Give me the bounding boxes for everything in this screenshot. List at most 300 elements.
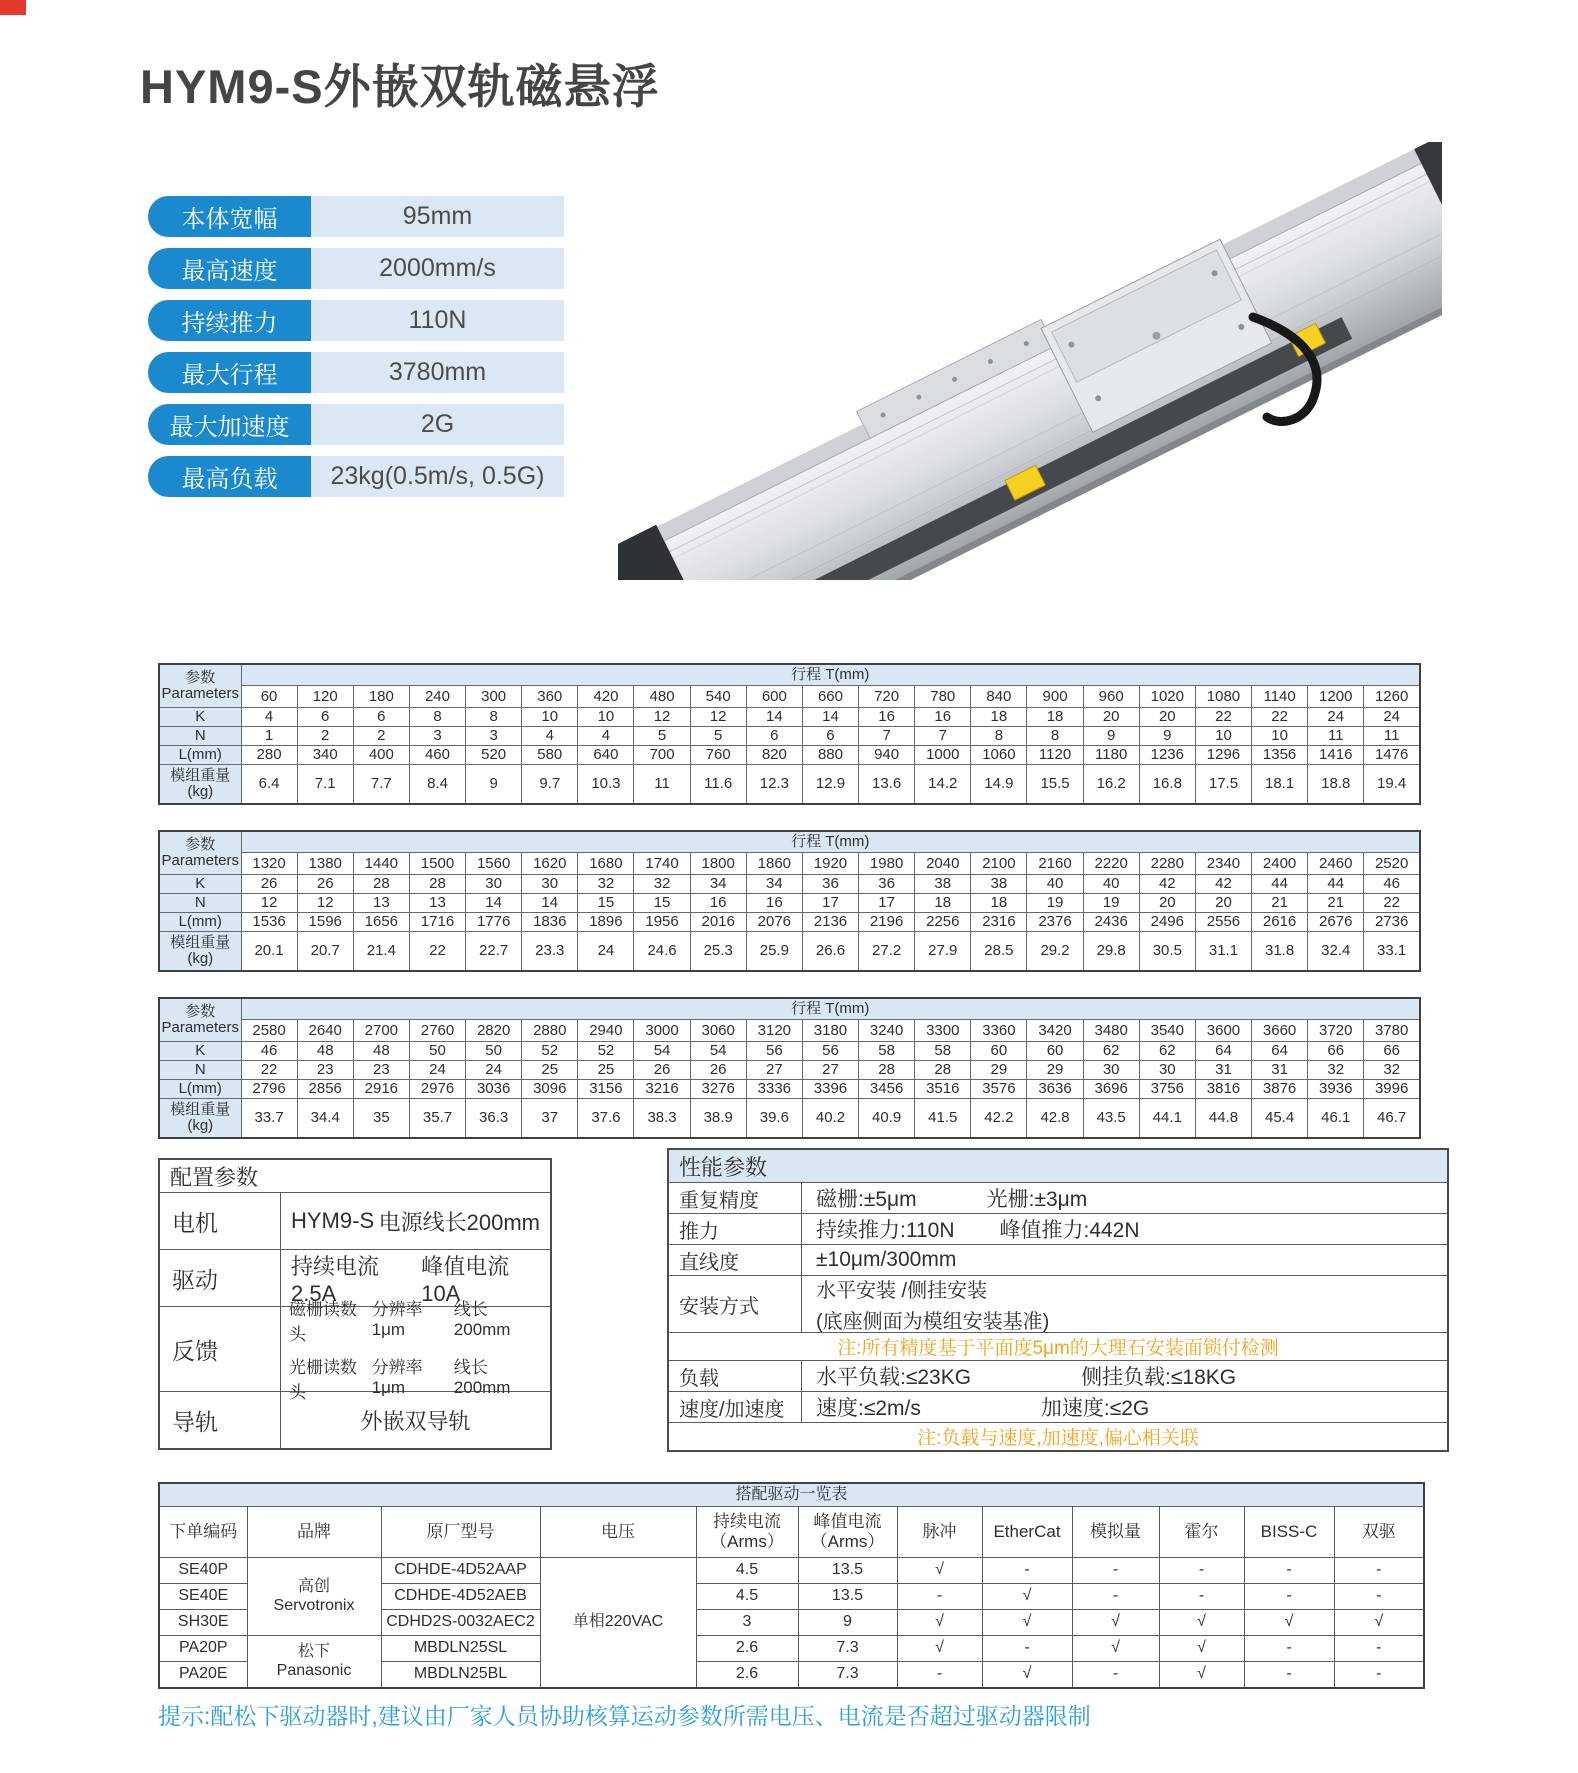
stroke-column-header: 1200 — [1308, 686, 1364, 708]
stroke-value-cell: 32 — [578, 875, 634, 894]
spec-badge-continuous-force — [148, 300, 564, 341]
stroke-value-cell: 2136 — [802, 913, 858, 932]
stroke-value-cell: 56 — [746, 1042, 802, 1061]
stroke-column-header: 1860 — [746, 853, 802, 875]
stroke-value-cell: 13.6 — [859, 765, 915, 805]
stroke-column-header: 1140 — [1252, 686, 1308, 708]
stroke-value-cell: 3876 — [1252, 1080, 1308, 1099]
drive-model: CDHDE-4D52AAP — [381, 1558, 540, 1584]
dash-mark: - — [1244, 1558, 1334, 1584]
check-mark: √ — [982, 1610, 1072, 1636]
stroke-column-header: 2400 — [1252, 853, 1308, 875]
stroke-value-cell: 2856 — [297, 1080, 353, 1099]
spec-badge-value: 2000mm/s — [311, 248, 564, 289]
stroke-row-label: K — [159, 875, 241, 894]
stroke-value-cell: 10 — [1252, 727, 1308, 746]
stroke-value-cell: 34 — [690, 875, 746, 894]
drive-order-code: PA20P — [159, 1636, 247, 1662]
stroke-value-cell: 66 — [1364, 1042, 1420, 1061]
stroke-value-cell: 37 — [522, 1099, 578, 1139]
stroke-value-cell: 27.2 — [859, 932, 915, 972]
stroke-value-cell: 40 — [1083, 875, 1139, 894]
max-speed: 速度:≤2m/s — [816, 1397, 921, 1420]
check-mark: √ — [1159, 1662, 1244, 1689]
stroke-value-cell: 29 — [971, 1061, 1027, 1080]
stroke-value-cell: 6 — [297, 708, 353, 727]
stroke-value-cell: 14.2 — [915, 765, 971, 805]
stroke-value-cell: 9 — [1139, 727, 1195, 746]
stroke-value-cell: 700 — [634, 746, 690, 765]
stroke-value-cell: 30 — [466, 875, 522, 894]
stroke-value-cell: 3 — [466, 727, 522, 746]
stroke-value-cell: 11 — [1364, 727, 1420, 746]
stroke-value-cell: 2376 — [1027, 913, 1083, 932]
stroke-value-cell: 32 — [1308, 1061, 1364, 1080]
stroke-column-header: 2520 — [1364, 853, 1420, 875]
drive-column-header: 脉冲 — [897, 1507, 982, 1558]
stroke-column-header: 2160 — [1027, 853, 1083, 875]
stroke-column-header: 3000 — [634, 1020, 690, 1042]
spec-badge-max-speed — [148, 248, 564, 289]
stroke-value-cell: 3756 — [1139, 1080, 1195, 1099]
stroke-row-label: L(mm) — [159, 1080, 241, 1099]
stroke-value-cell: 13 — [353, 894, 409, 913]
dash-mark: - — [1072, 1584, 1159, 1610]
stroke-value-cell: 2796 — [241, 1080, 297, 1099]
perf-row-straightness — [669, 1244, 1447, 1275]
stroke-value-cell: 1536 — [241, 913, 297, 932]
stroke-column-header: 1560 — [466, 853, 522, 875]
stroke-value-cell: 1596 — [297, 913, 353, 932]
stroke-value-cell: 54 — [690, 1042, 746, 1061]
stroke-value-cell: 580 — [522, 746, 578, 765]
stroke-value-cell: 50 — [409, 1042, 465, 1061]
straightness-value: ±10μm/300mm — [816, 1248, 957, 1271]
perf-row-mounting — [669, 1275, 1447, 1332]
drive-brand-cell: 松下 Panasonic — [247, 1636, 381, 1689]
stroke-value-cell: 25 — [578, 1061, 634, 1080]
stroke-column-header: 2220 — [1083, 853, 1139, 875]
dash-mark: - — [1244, 1662, 1334, 1689]
stroke-value-cell: 41.5 — [915, 1099, 971, 1139]
stroke-value-cell: 44 — [1308, 875, 1364, 894]
stroke-value-cell: 28 — [915, 1061, 971, 1080]
spec-badges — [148, 196, 564, 508]
check-mark: √ — [1244, 1610, 1334, 1636]
stroke-value-cell: 3396 — [802, 1080, 858, 1099]
stroke-value-cell: 1296 — [1195, 746, 1251, 765]
stroke-value-cell: 31 — [1252, 1061, 1308, 1080]
stroke-value-cell: 23 — [297, 1061, 353, 1080]
stroke-value-cell: 52 — [578, 1042, 634, 1061]
spec-badge-body-width — [148, 196, 564, 237]
stroke-value-cell: 18 — [971, 894, 1027, 913]
stroke-column-header: 1680 — [578, 853, 634, 875]
stroke-value-cell: 28 — [353, 875, 409, 894]
config-row-label: 反馈 — [160, 1307, 281, 1391]
max-acceleration: 加速度:≤2G — [1040, 1397, 1150, 1420]
perf-row-value — [802, 1392, 1447, 1422]
stroke-value-cell: 31 — [1195, 1061, 1251, 1080]
stroke-value-cell: 3996 — [1364, 1080, 1420, 1099]
stroke-value-cell: 16.8 — [1139, 765, 1195, 805]
stroke-value-cell: 1836 — [522, 913, 578, 932]
stroke-value-cell: 1 — [241, 727, 297, 746]
stroke-column-header: 1440 — [353, 853, 409, 875]
stroke-value-cell: 16 — [859, 708, 915, 727]
drive-column-header: 持续电流 （Arms） — [696, 1507, 798, 1558]
stroke-value-cell: 8 — [409, 708, 465, 727]
stroke-value-cell: 1476 — [1364, 746, 1420, 765]
stroke-value-cell: 400 — [353, 746, 409, 765]
drive-model: MBDLN25SL — [381, 1636, 540, 1662]
stroke-value-cell: 18 — [915, 894, 971, 913]
stroke-column-header: 3360 — [971, 1020, 1027, 1042]
perf-row-label: 负载 — [669, 1361, 802, 1391]
stroke-value-cell: 15.5 — [1027, 765, 1083, 805]
drive-column-header: 双驱 — [1334, 1507, 1424, 1558]
side-load: 侧挂负载:≤18KG — [1081, 1366, 1237, 1389]
stroke-value-cell: 820 — [746, 746, 802, 765]
stroke-row-label: K — [159, 1042, 241, 1061]
stroke-column-header: 3720 — [1308, 1020, 1364, 1042]
stroke-value-cell: 3636 — [1027, 1080, 1083, 1099]
stroke-column-header: 2940 — [578, 1020, 634, 1042]
stroke-value-cell: 42.2 — [971, 1099, 1027, 1139]
stroke-value-cell: 25 — [522, 1061, 578, 1080]
stroke-header-cell: 行程 T(mm) — [241, 831, 1420, 853]
stroke-value-cell: 18 — [971, 708, 1027, 727]
stroke-column-header: 2280 — [1139, 853, 1195, 875]
stroke-row-label: L(mm) — [159, 746, 241, 765]
stroke-value-cell: 12 — [297, 894, 353, 913]
stroke-column-header: 2640 — [297, 1020, 353, 1042]
stroke-value-cell: 44 — [1252, 875, 1308, 894]
stroke-value-cell: 9.7 — [522, 765, 578, 805]
stroke-value-cell: 7 — [859, 727, 915, 746]
drive-peak-current: 峰值电流10A — [421, 1253, 510, 1306]
perf-row-label: 速度/加速度 — [669, 1392, 802, 1422]
stroke-value-cell: 36.3 — [466, 1099, 522, 1139]
stroke-value-cell: 23.3 — [522, 932, 578, 972]
stroke-value-cell: 3216 — [634, 1080, 690, 1099]
stroke-value-cell: 29.2 — [1027, 932, 1083, 972]
spec-badge-value: 3780mm — [311, 352, 564, 393]
drive-order-code: SH30E — [159, 1610, 247, 1636]
perf-row-value — [802, 1361, 1447, 1391]
check-mark: √ — [1159, 1636, 1244, 1662]
stroke-value-cell: 26 — [297, 875, 353, 894]
perf-row-label: 推力 — [669, 1214, 802, 1244]
stroke-value-cell: 40 — [1027, 875, 1083, 894]
drive-column-header: EtherCat — [982, 1507, 1072, 1558]
stroke-value-cell: 37.6 — [578, 1099, 634, 1139]
config-row-rail — [160, 1391, 550, 1448]
stroke-value-cell: 19.4 — [1364, 765, 1420, 805]
drive-model: CDHDE-4D52AEB — [381, 1584, 540, 1610]
stroke-value-cell: 3516 — [915, 1080, 971, 1099]
stroke-value-cell: 34.4 — [297, 1099, 353, 1139]
config-row-value — [281, 1300, 550, 1402]
stroke-value-cell: 16 — [915, 708, 971, 727]
param-header-cell: 参数 Parameters — [159, 998, 241, 1042]
spec-badge-label: 最大行程 — [148, 352, 311, 393]
stroke-column-header: 3300 — [915, 1020, 971, 1042]
drive-continuous-current: 2.6 — [696, 1636, 798, 1662]
stroke-value-cell: 3816 — [1195, 1080, 1251, 1099]
stroke-value-cell: 21 — [1308, 894, 1364, 913]
stroke-value-cell: 2436 — [1083, 913, 1139, 932]
continuous-force: 持续推力:110N — [816, 1219, 955, 1242]
perf-row-label: 重复精度 — [669, 1183, 802, 1213]
param-header-cell: 参数 Parameters — [159, 664, 241, 708]
stroke-value-cell: 30.5 — [1139, 932, 1195, 972]
stroke-value-cell: 2256 — [915, 913, 971, 932]
stroke-value-cell: 35.7 — [409, 1099, 465, 1139]
stroke-value-cell: 3936 — [1308, 1080, 1364, 1099]
stroke-column-header: 300 — [466, 686, 522, 708]
stroke-value-cell: 66 — [1308, 1042, 1364, 1061]
param-header-cell: 参数 Parameters — [159, 831, 241, 875]
stroke-value-cell: 20 — [1195, 894, 1251, 913]
drive-continuous-current: 4.5 — [696, 1584, 798, 1610]
spec-badge-label: 本体宽幅 — [148, 196, 311, 237]
stroke-column-header: 840 — [971, 686, 1027, 708]
drive-peak-current: 9 — [798, 1610, 897, 1636]
repeatability-magnetic: 磁栅:±5μm — [816, 1188, 917, 1211]
stroke-value-cell: 2316 — [971, 913, 1027, 932]
stroke-value-cell: 2556 — [1195, 913, 1251, 932]
stroke-value-cell: 26 — [634, 1061, 690, 1080]
stroke-column-header: 1320 — [241, 853, 297, 875]
stroke-row-label: 模组重量 (kg) — [159, 932, 241, 972]
dash-mark: - — [1334, 1558, 1424, 1584]
stroke-value-cell: 62 — [1139, 1042, 1195, 1061]
stroke-value-cell: 22 — [1195, 708, 1251, 727]
stroke-column-header: 480 — [634, 686, 690, 708]
stroke-value-cell: 10.3 — [578, 765, 634, 805]
stroke-value-cell: 18 — [1027, 708, 1083, 727]
dash-mark: - — [1334, 1662, 1424, 1689]
stroke-value-cell: 3036 — [466, 1080, 522, 1099]
stroke-value-cell: 6 — [353, 708, 409, 727]
stroke-value-cell: 10 — [1195, 727, 1251, 746]
stroke-value-cell: 45.4 — [1252, 1099, 1308, 1139]
stroke-value-cell: 3276 — [690, 1080, 746, 1099]
stroke-column-header: 720 — [859, 686, 915, 708]
stroke-value-cell: 2976 — [409, 1080, 465, 1099]
stroke-value-cell: 16 — [746, 894, 802, 913]
drive-column-header: 电压 — [540, 1507, 696, 1558]
stroke-value-cell: 30 — [522, 875, 578, 894]
stroke-value-cell: 24 — [409, 1061, 465, 1080]
spec-badge-value: 2G — [311, 404, 564, 445]
config-table — [158, 1158, 552, 1450]
stroke-value-cell: 15 — [578, 894, 634, 913]
stroke-parameters-table — [158, 663, 1421, 805]
dash-mark: - — [982, 1636, 1072, 1662]
stroke-value-cell: 26 — [690, 1061, 746, 1080]
stroke-value-cell: 20 — [1139, 894, 1195, 913]
stroke-column-header: 3060 — [690, 1020, 746, 1042]
check-mark: √ — [897, 1558, 982, 1584]
stroke-value-cell: 7 — [915, 727, 971, 746]
load-speed-note: 注:负载与速度,加速度,偏心相关联 — [669, 1422, 1447, 1450]
stroke-value-cell: 26.6 — [802, 932, 858, 972]
stroke-value-cell: 1656 — [353, 913, 409, 932]
stroke-value-cell: 20 — [1083, 708, 1139, 727]
stroke-value-cell: 20.1 — [241, 932, 297, 972]
perf-row-value — [802, 1276, 1447, 1332]
stroke-value-cell: 1120 — [1027, 746, 1083, 765]
perf-row-repeatability — [669, 1182, 1447, 1213]
dash-mark: - — [1244, 1584, 1334, 1610]
stroke-value-cell: 32 — [1364, 1061, 1420, 1080]
stroke-value-cell: 19 — [1083, 894, 1139, 913]
stroke-value-cell: 46.1 — [1308, 1099, 1364, 1139]
stroke-column-header: 3120 — [746, 1020, 802, 1042]
dash-mark: - — [897, 1662, 982, 1689]
stroke-value-cell: 50 — [466, 1042, 522, 1061]
stroke-value-cell: 10 — [522, 708, 578, 727]
stroke-value-cell: 8 — [971, 727, 1027, 746]
stroke-value-cell: 17 — [859, 894, 915, 913]
check-mark: √ — [897, 1636, 982, 1662]
stroke-value-cell: 4 — [241, 708, 297, 727]
stroke-value-cell: 280 — [241, 746, 297, 765]
drive-column-header: 下单编码 — [159, 1507, 247, 1558]
stroke-value-cell: 32.4 — [1308, 932, 1364, 972]
stroke-column-header: 2700 — [353, 1020, 409, 1042]
dash-mark: - — [982, 1558, 1072, 1584]
stroke-value-cell: 11 — [634, 765, 690, 805]
dash-mark: - — [1072, 1558, 1159, 1584]
stroke-column-header: 2100 — [971, 853, 1027, 875]
stroke-column-header: 780 — [915, 686, 971, 708]
check-mark: √ — [1072, 1610, 1159, 1636]
drive-model: MBDLN25BL — [381, 1662, 540, 1689]
config-row-value — [281, 1193, 550, 1249]
stroke-column-header: 240 — [409, 686, 465, 708]
stroke-value-cell: 19 — [1027, 894, 1083, 913]
stroke-column-header: 180 — [353, 686, 409, 708]
motor-model: HYM9-S — [291, 1208, 375, 1233]
stroke-value-cell: 22 — [409, 932, 465, 972]
drive-column-header: BISS-C — [1244, 1507, 1334, 1558]
stroke-value-cell: 29.8 — [1083, 932, 1139, 972]
stroke-value-cell: 40.9 — [859, 1099, 915, 1139]
stroke-row-label: N — [159, 727, 241, 746]
stroke-column-header: 1260 — [1364, 686, 1420, 708]
stroke-value-cell: 12 — [241, 894, 297, 913]
stroke-value-cell: 60 — [1027, 1042, 1083, 1061]
drive-order-code: PA20E — [159, 1662, 247, 1689]
stroke-table-3 — [158, 997, 1421, 1139]
stroke-value-cell: 2016 — [690, 913, 746, 932]
rail-type: 外嵌双导轨 — [360, 1408, 471, 1434]
stroke-value-cell: 15 — [634, 894, 690, 913]
stroke-value-cell: 46 — [241, 1042, 297, 1061]
stroke-column-header: 2340 — [1195, 853, 1251, 875]
check-mark: √ — [1334, 1610, 1424, 1636]
stroke-value-cell: 58 — [859, 1042, 915, 1061]
stroke-value-cell: 36 — [802, 875, 858, 894]
perf-row-force — [669, 1213, 1447, 1244]
stroke-value-cell: 42 — [1139, 875, 1195, 894]
stroke-value-cell: 9 — [466, 765, 522, 805]
stroke-value-cell: 9 — [1083, 727, 1139, 746]
feedback-resolution: 分辨率1μm — [371, 1300, 423, 1339]
corner-red-mark — [0, 0, 26, 15]
linear-module-body — [618, 142, 1442, 580]
dash-mark: - — [1159, 1584, 1244, 1610]
stroke-column-header: 3240 — [859, 1020, 915, 1042]
stroke-value-cell: 21.4 — [353, 932, 409, 972]
dash-mark: - — [1159, 1558, 1244, 1584]
footer-note: 提示:配松下驱动器时,建议由厂家人员协助核算运动参数所需电压、电流是否超过驱动器限制 — [158, 1703, 1091, 1729]
stroke-table-2 — [158, 830, 1421, 972]
stroke-value-cell: 14 — [746, 708, 802, 727]
stroke-value-cell: 2916 — [353, 1080, 409, 1099]
stroke-value-cell: 27.9 — [915, 932, 971, 972]
stroke-value-cell: 3336 — [746, 1080, 802, 1099]
stroke-value-cell: 1776 — [466, 913, 522, 932]
check-mark: √ — [897, 1610, 982, 1636]
stroke-value-cell: 24.6 — [634, 932, 690, 972]
stroke-value-cell: 12 — [634, 708, 690, 727]
stroke-column-header: 60 — [241, 686, 297, 708]
stroke-value-cell: 20.7 — [297, 932, 353, 972]
stroke-value-cell: 48 — [297, 1042, 353, 1061]
stroke-value-cell: 3576 — [971, 1080, 1027, 1099]
stroke-value-cell: 2496 — [1139, 913, 1195, 932]
stroke-column-header: 360 — [522, 686, 578, 708]
stroke-value-cell: 2 — [297, 727, 353, 746]
stroke-column-header: 960 — [1083, 686, 1139, 708]
stroke-value-cell: 35 — [353, 1099, 409, 1139]
stroke-value-cell: 36 — [859, 875, 915, 894]
stroke-value-cell: 18.8 — [1308, 765, 1364, 805]
stroke-value-cell: 14 — [466, 894, 522, 913]
stroke-column-header: 3600 — [1195, 1020, 1251, 1042]
check-mark: √ — [1159, 1610, 1244, 1636]
feedback-resolution: 分辨率1μm — [371, 1358, 423, 1397]
stroke-value-cell: 33.7 — [241, 1099, 297, 1139]
stroke-row-label: 模组重量 (kg) — [159, 765, 241, 805]
stroke-value-cell: 20 — [1139, 708, 1195, 727]
drive-voltage-cell: 单相220VAC — [540, 1558, 696, 1689]
stroke-column-header: 1080 — [1195, 686, 1251, 708]
horizontal-load: 水平负载:≤23KG — [816, 1366, 972, 1389]
spec-badge-max-load — [148, 456, 564, 497]
stroke-value-cell: 8 — [466, 708, 522, 727]
spec-badge-label: 最高速度 — [148, 248, 311, 289]
check-mark: √ — [982, 1584, 1072, 1610]
stroke-column-header: 600 — [746, 686, 802, 708]
spec-badge-label: 持续推力 — [148, 300, 311, 341]
stroke-value-cell: 3 — [409, 727, 465, 746]
stroke-column-header: 2580 — [241, 1020, 297, 1042]
feedback-cable-length: 线长200mm — [453, 1300, 511, 1339]
stroke-value-cell: 2676 — [1308, 913, 1364, 932]
stroke-value-cell: 6 — [802, 727, 858, 746]
stroke-column-header: 1620 — [522, 853, 578, 875]
config-table-title: 配置参数 — [170, 1164, 259, 1190]
stroke-column-header: 3660 — [1252, 1020, 1308, 1042]
stroke-value-cell: 16.2 — [1083, 765, 1139, 805]
check-mark: √ — [1072, 1636, 1159, 1662]
stroke-value-cell: 2196 — [859, 913, 915, 932]
